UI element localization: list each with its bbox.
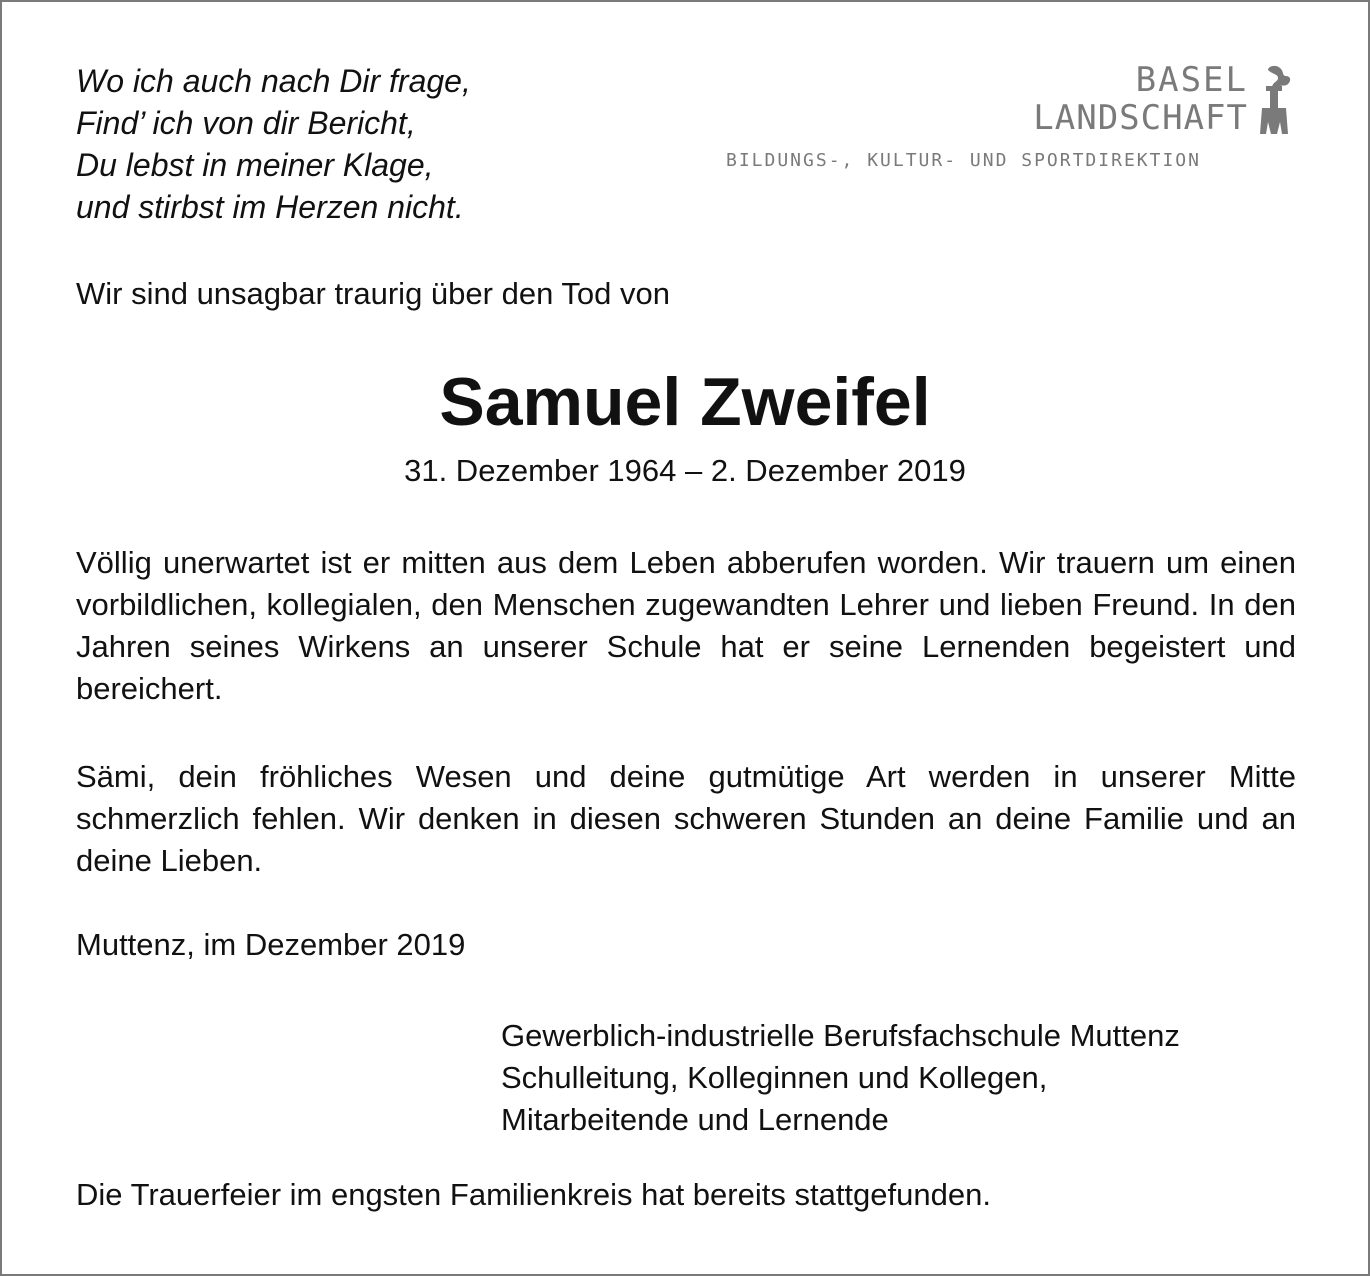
place-date: Muttenz, im Dezember 2019 bbox=[76, 927, 466, 962]
poem-line: Wo ich auch nach Dir frage, bbox=[76, 63, 471, 99]
tribute-paragraph: Völlig unerwartet ist er mitten aus dem Leben abberufen worden. Wir trauern um einen vorbildlichen, kollegialen, den Menschen zugewandten Lehrer und lieben Freund. In den Jahren seines Wirkens an unserer Schule hat er seine Lernenden begeistert und bereichert. bbox=[76, 545, 1296, 706]
poem-line: Find’ ich von dir Bericht, bbox=[76, 105, 416, 141]
intro-text: Wir sind unsagbar traurig über den Tod von bbox=[76, 276, 670, 311]
basel-landschaft-logo bbox=[702, 60, 1302, 180]
logo-subtitle: BILDUNGS-, KULTUR- UND SPORTDIREKTION bbox=[726, 150, 1201, 171]
poem bbox=[76, 60, 471, 228]
poem-line: und stirbst im Herzen nicht. bbox=[76, 189, 464, 225]
deceased-name: Samuel Zweifel bbox=[439, 364, 931, 440]
closing-note: Die Trauerfeier im engsten Familienkreis hat bereits stattgefunden. bbox=[76, 1177, 991, 1212]
poem-line: Du lebst in meiner Klage, bbox=[76, 147, 434, 183]
logo-line-basel: BASEL bbox=[1135, 60, 1248, 100]
tribute-paragraph: Sämi, dein fröhliches Wesen und deine gutmütige Art werden in unserer Mitte schmerzlich fehlen. Wir denken in diesen schweren Stunden an deine Familie und an deine Lieben. bbox=[76, 759, 1296, 878]
logo-line-landschaft: LANDSCHAFT bbox=[1033, 98, 1248, 138]
signature-block bbox=[501, 1015, 1180, 1141]
baselstab-crest-icon bbox=[1254, 64, 1294, 136]
life-dates: 31. Dezember 1964 – 2. Dezember 2019 bbox=[404, 453, 966, 488]
signature-line: Mitarbeitende und Lernende bbox=[501, 1102, 889, 1137]
signature-line: Schulleitung, Kolleginnen und Kollegen, bbox=[501, 1060, 1048, 1095]
signature-line: Gewerblich-industrielle Berufsfachschule Muttenz bbox=[501, 1018, 1180, 1053]
